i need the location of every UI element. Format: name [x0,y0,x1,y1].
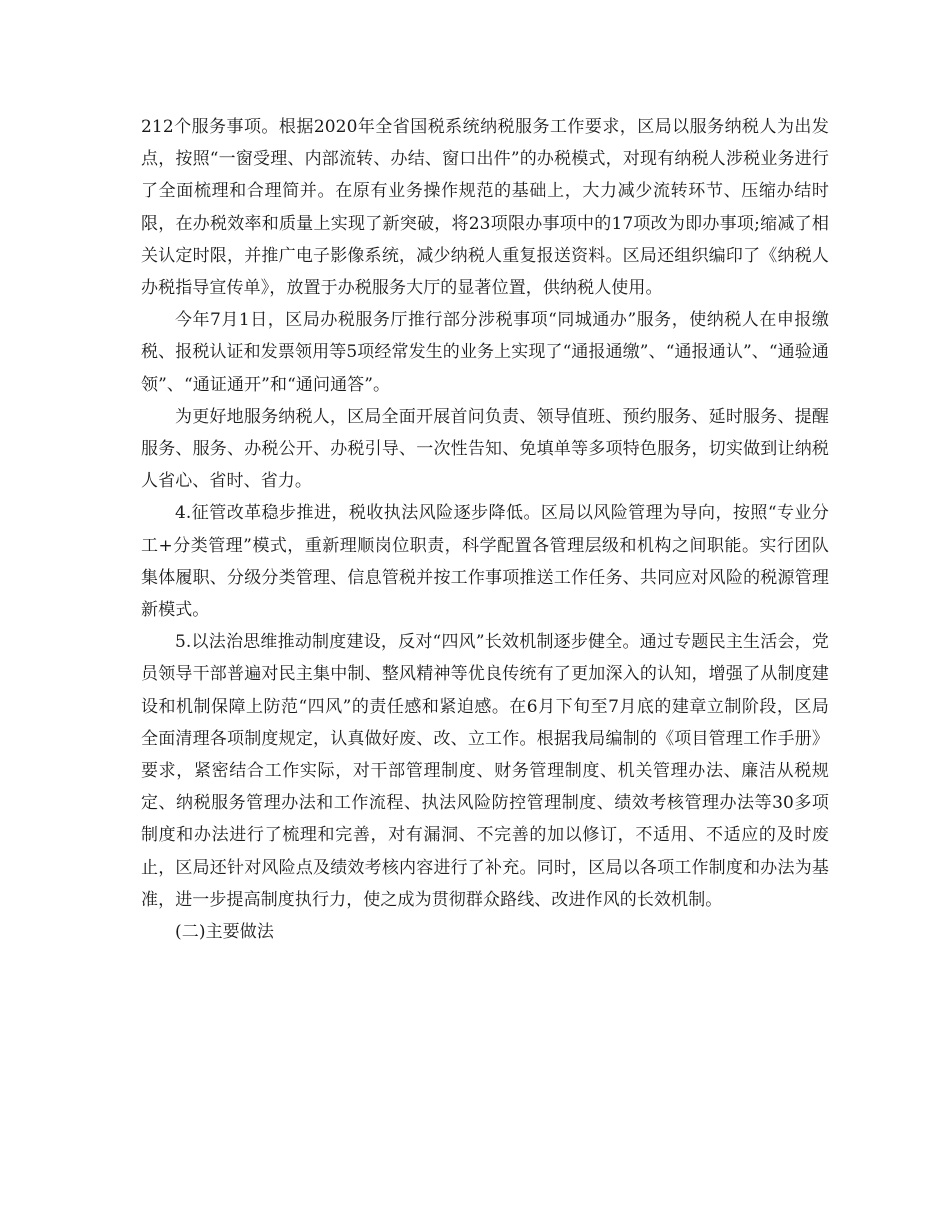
paragraph-same-city-service: 今年7月1日，区局办税服务厅推行部分涉税事项“同城通办”服务，使纳税人在申报缴税、报税认证和发票领用等5项经常发生的业务上实现了“通报通缴”、“通报通认”、“通验通领”、“通证通开”和“通问通答”。 [141,310,829,395]
document-body [141,111,829,948]
paragraph-rule-of-law-system: 5.以法治思维推动制度建设，反对“四风”长效机制逐步健全。通过专题民主生活会，党员领导干部普遍对民主集中制、整风精神等优良传统有了更加深入的认知，增强了从制度建设和机制保障上防范“四风”的责任感和紧迫感。在6月下旬至7月底的建章立制阶段，区局全面清理各项制度规定，认真做好废、改、立工作。根据我局编制的《项目管理工作手册》要求，紧密结合工作实际，对干部管理制度、财务管理制度、机关管理办法、廉洁从税规定、纳税服务管理办法和工作流程、执法风险防控管理制度、绩效考核管理办法等30多项制度和办法进行了梳理和完善，对有漏洞、不完善的加以修订，不适用、不适应的及时废止，区局还针对风险点及绩效考核内容进行了补充。同时，区局以各项工作制度和办法为基准，进一步提高制度执行力，使之成为贯彻群众路线、改进作风的长效机制。 [141,632,829,910]
section-heading: (二)主要做法 [175,922,274,943]
paragraph-collection-reform: 4.征管改革稳步推进，税收执法风险逐步降低。区局以风险管理为导向，按照“专业分工+分类管理”模式，重新理顺岗位职责，科学配置各管理层级和机构之间职能。实行团队集体履职、分级分类管理、信息管税并按工作事项推送工作任务、共同应对风险的税源管理新模式。 [141,503,829,621]
paragraph-featured-services: 为更好地服务纳税人，区局全面开展首问负责、领导值班、预约服务、延时服务、提醒服务、服务、办税公开、办税引导、一次性告知、免填单等多项特色服务，切实做到让纳税人省心、省时、省力。 [141,406,829,492]
paragraph-service-items: 212个服务事项。根据2020年全省国税系统纳税服务工作要求，区局以服务纳税人为出发点，按照“一窗受理、内部流转、办结、窗口出件”的办税模式，对现有纳税人涉税业务进行了全面梳理和合理简并。在原有业务操作规范的基础上，大力减少流转环节、压缩办结时限，在办税效率和质量上实现了新突破，将23项限办事项中的17项改为即办事项;缩减了相关认定时限，并推广电子影像系统，减少纳税人重复报送资料。区局还组织编印了《纳税人办税指导宣传单》，放置于办税服务大厅的显著位置，供纳税人使用。 [141,117,829,299]
